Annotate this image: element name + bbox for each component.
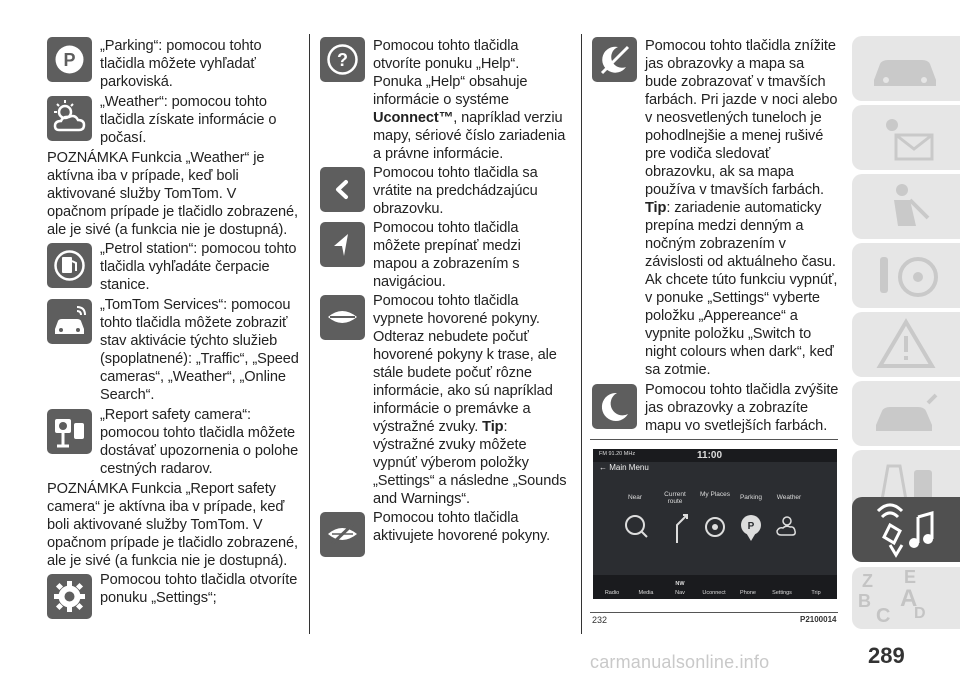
settings-text: Pomocou tohto tlačidla otvoríte ponuku „Settings“;	[100, 572, 298, 606]
safety-camera-icon	[47, 409, 92, 454]
unmute-text: Pomocou tohto tlačidla aktivujete hovorené pokyny.	[373, 510, 551, 544]
figure-rule-bottom	[590, 612, 838, 613]
weather-text: „Weather“: pomocou tohto tlačidla získate informácie o počasí.	[100, 94, 277, 146]
screen-status-bar	[593, 449, 837, 462]
screen-radio-freq: FM 91.20 MHz	[599, 451, 636, 457]
voice-on-icon	[320, 512, 365, 557]
back-arrow-icon	[320, 167, 365, 212]
column-divider-1	[309, 34, 310, 634]
weather-icon	[47, 96, 92, 141]
petrol-station-icon	[47, 243, 92, 288]
figure-number: 232	[592, 615, 608, 625]
screen-clock: 11:00	[697, 450, 723, 461]
bottom-trip[interactable]: Trip	[811, 590, 821, 596]
column-2	[320, 0, 568, 545]
bright-entry	[592, 381, 840, 435]
column-3	[592, 0, 840, 435]
figure-rule	[590, 439, 838, 440]
bottom-nav[interactable]: Nav	[675, 590, 685, 596]
tab-multimedia[interactable]	[852, 497, 960, 562]
help-entry	[320, 37, 568, 163]
help-text-bold: Uconnect™	[373, 110, 454, 126]
report-entry	[47, 406, 299, 478]
unmute-entry	[320, 509, 568, 545]
index-letter-d: D	[914, 605, 926, 622]
services-text: „TomTom Services“: pomocou tohto tlačidla môžete zobraziť stav aktivácie týchto služieb (spoplatnené): „Traffic“, „Speed cameras“, „Weather“, „Online Search“.	[100, 297, 299, 403]
parking-entry	[47, 37, 299, 91]
figure-code: P2100014	[800, 615, 837, 624]
help-icon	[320, 37, 365, 82]
parking-text: „Parking“: pomocou tohto tlačidla môžete vyhľadať parkoviská.	[100, 38, 262, 90]
bottom-uconnect[interactable]: Uconnect	[702, 590, 726, 596]
screen-menu-title: Main Menu	[609, 463, 649, 472]
tile-near[interactable]: Near	[627, 494, 643, 501]
dim-display-icon	[592, 37, 637, 82]
dim-text-a: Pomocou tohto tlačidla znížite jas obrazovky a mapa sa bude zobrazovať v tmavších farbách. Pri jazde v noci alebo v neosvetlených tuneloch je pohodlnejšie a menej rušivé pre vodiča sledovať obrazovku, ak sa mapa používa v tmavších farbách.	[645, 38, 838, 198]
gear-icon	[47, 574, 92, 619]
tab-car-dashboard[interactable]	[852, 36, 960, 101]
svg-text:P: P	[747, 521, 755, 532]
dim-text	[592, 37, 840, 379]
tab-safety[interactable]	[852, 174, 960, 239]
mute-tip-label: Tip	[482, 419, 504, 435]
moon-icon	[592, 384, 637, 429]
bright-text: Pomocou tohto tlačidla zvýšite jas obrazovky a zobrazíte mapu vo svetlejších farbách.	[645, 382, 839, 434]
index-letter-z: Z	[862, 571, 873, 591]
tile-my-places[interactable]: My Places	[700, 491, 730, 498]
note-report: POZNÁMKA Funkcia „Report safety camera“ je aktívna iba v prípade, keď boli aktivované služby TomTom. V opačnom prípade je tlačidlo zobrazené, ale je sivé (a funkcia nie je dostupná).	[47, 481, 298, 569]
screen-main-menu: ← Main Menu	[599, 463, 649, 472]
voice-mute-icon	[320, 295, 365, 340]
tab-starting-driving[interactable]	[852, 243, 960, 308]
svg-text:P: P	[63, 50, 76, 70]
screen-bottom-bar	[593, 575, 837, 599]
settings-entry	[47, 571, 299, 607]
uconnect-screen	[593, 449, 837, 599]
dim-tip-label: Tip	[645, 200, 667, 216]
switch-text: Pomocou tohto tlačidla môžete prepínať medzi mapou a zobrazením s navigáciou.	[373, 220, 521, 290]
note-weather: POZNÁMKA Funkcia „Weather“ je aktívna iba v prípade, keď boli aktivované služby TomTom. V opačnom prípade je tlačidlo zobrazené, ale je sivé (a funkcia nie je dostupná).	[47, 150, 298, 238]
back-text: Pomocou tohto tlačidla sa vrátite na predchádzajúcu obrazovku.	[373, 165, 538, 217]
bottom-media[interactable]: Media	[638, 590, 654, 596]
dim-text-b: : zariadenie automaticky prepína medzi denným a nočným zobrazením v závislosti od aktuálneho času. Ak chcete túto funkciu vypnúť, v ponuke „Settings“ vyberte položku „Appereance“ a vypnite položku „Switch to night colours when dark“, keď sa zotmie.	[645, 200, 838, 378]
dim-entry	[592, 37, 840, 379]
index-letter-a: A	[900, 585, 918, 612]
mute-text-b: : výstražné zvuky môžete vypnúť výberom položky „Settings“ a následne „Sounds and Warnings“.	[373, 419, 567, 507]
bottom-radio[interactable]: Radio	[604, 590, 620, 596]
mute-text-a: Pomocou tohto tlačidla vypnete hovorené pokyny. Odteraz nebudete počuť hovorené pokyny k trase, ale stále budete počuť rôzne informácie, ako sú napríklad informácie o premávke a výstražné zvuky.	[373, 293, 557, 435]
services-entry	[47, 296, 299, 404]
bottom-settings[interactable]: Settings	[772, 590, 792, 596]
column-divider-2	[581, 34, 582, 634]
bottom-nav-direction: NW	[675, 581, 685, 587]
index-letter-c: C	[876, 605, 891, 627]
tile-current-route[interactable]: Current route	[664, 491, 686, 505]
petrol-text: „Petrol station“: pomocou tohto tlačidla vyhľadáte čerpacie stanice.	[100, 241, 297, 293]
tab-index[interactable]	[852, 567, 960, 629]
view-switch-icon	[320, 222, 365, 267]
weather-entry	[47, 93, 299, 147]
bottom-phone[interactable]: Phone	[740, 590, 756, 596]
tab-maintenance[interactable]	[852, 381, 960, 446]
report-text: „Report safety camera“: pomocou tohto tlačidla môžete dostávať upozornenia o polohe cestných radarov.	[100, 407, 299, 477]
svg-text:?: ?	[337, 50, 348, 70]
column-1	[47, 0, 299, 607]
tomtom-services-icon	[47, 299, 92, 344]
help-text-a: Pomocou tohto tlačidla otvoríte ponuku „Help“. Ponuka „Help“ obsahuje informácie o systéme	[373, 38, 528, 108]
index-letter-b: B	[858, 591, 871, 611]
tab-emergency[interactable]	[852, 312, 960, 377]
index-letter-e: E	[904, 567, 917, 587]
tab-warning-lights[interactable]	[852, 105, 960, 170]
help-text-b: , napríklad verziu mapy, sériové číslo zariadenia a právne informácie.	[373, 110, 566, 162]
back-entry	[320, 164, 568, 218]
tile-weather[interactable]: Weather	[776, 494, 802, 501]
page-number: 289	[868, 643, 905, 668]
mute-entry	[320, 292, 568, 508]
tile-parking[interactable]: Parking	[739, 494, 763, 501]
switch-entry	[320, 219, 568, 291]
watermark: carmanualsonline.info	[590, 652, 770, 672]
petrol-entry	[47, 240, 299, 294]
parking-icon	[47, 37, 92, 82]
